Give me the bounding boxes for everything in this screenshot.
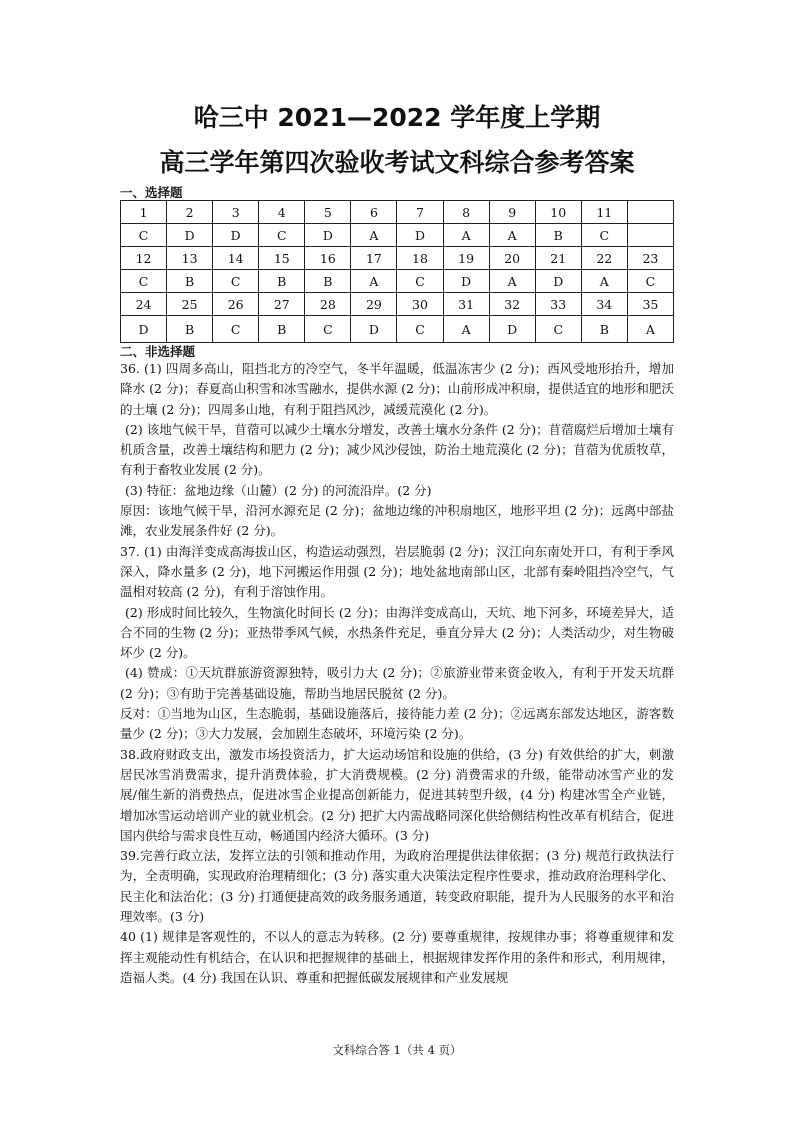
- question-number-cell: 7: [397, 201, 443, 224]
- answer-cell: C: [213, 316, 259, 343]
- document-title: 哈三中 2021—2022 学年度上学期: [193, 103, 601, 132]
- question-number-cell: 35: [627, 293, 673, 316]
- answer-table: [120, 200, 674, 343]
- question-number-cell: 28: [305, 293, 351, 316]
- answer-cell: B: [581, 316, 627, 343]
- question-number-cell: 25: [167, 293, 213, 316]
- question-number-cell: 21: [535, 247, 581, 270]
- answer-cell: C: [121, 270, 167, 293]
- answer-cell: D: [305, 224, 351, 247]
- document-subtitle: 高三学年第四次验收考试文科综合参考答案: [159, 148, 635, 177]
- answer-cell: A: [489, 224, 535, 247]
- question-number-cell: 20: [489, 247, 535, 270]
- answer-cell: A: [627, 316, 673, 343]
- answer-paragraph: (3) 特征：盆地边缘（山麓）(2 分) 的河流沿岸。(2 分): [125, 482, 432, 498]
- answer-table-row: [121, 201, 674, 224]
- question-number-cell: 27: [259, 293, 305, 316]
- answer-cell: D: [167, 224, 213, 247]
- answer-cell: [627, 224, 673, 247]
- question-number-cell: 14: [213, 247, 259, 270]
- answer-cell: A: [489, 270, 535, 293]
- answer-cell: A: [351, 270, 397, 293]
- section-heading-choice: 一、选择题: [120, 185, 183, 200]
- answer-cell: C: [627, 270, 673, 293]
- question-number-cell: 6: [351, 201, 397, 224]
- answer-cell: B: [259, 316, 305, 343]
- question-number-cell: 19: [443, 247, 489, 270]
- answer-table-row: [121, 293, 674, 316]
- question-number-cell: 34: [581, 293, 627, 316]
- question-number-cell: 29: [351, 293, 397, 316]
- question-number-cell: 23: [627, 247, 673, 270]
- question-number-cell: 22: [581, 247, 627, 270]
- question-number-cell: 12: [121, 247, 167, 270]
- question-number-cell: 26: [213, 293, 259, 316]
- question-number-cell: 9: [489, 201, 535, 224]
- answer-cell: C: [121, 224, 167, 247]
- question-number-cell: 31: [443, 293, 489, 316]
- question-number-cell: 15: [259, 247, 305, 270]
- question-number-cell: 30: [397, 293, 443, 316]
- answer-table-row: [121, 270, 674, 293]
- question-number-cell: 17: [351, 247, 397, 270]
- answer-cell: C: [397, 270, 443, 293]
- answer-cell: C: [397, 316, 443, 343]
- answer-paragraph: 原因：该地气候干旱，沿河水源充足 (2 分)；盆地边缘的冲积扇地区，地形平坦 (2 分)；远离中部盐滩，农业发展条件好 (2 分)。: [120, 503, 674, 539]
- answer-cell: C: [581, 224, 627, 247]
- answer-cell: A: [581, 270, 627, 293]
- answer-paragraph: 40 (1) 规律是客观性的，不以人的意志为转移。(2 分) 要尊重规律，按规律办事；将尊重规律和发挥主观能动性有机结合，在认识和把握规律的基础上，根据规律发挥作用的条件和形式，利用规律，造福人类。(4 分) 我国在认识、尊重和把握低碳发展规律和产业发展规: [120, 929, 674, 985]
- answer-cell: B: [305, 270, 351, 293]
- answer-table-row: [121, 316, 674, 343]
- answer-paragraph: (4) 赞成：①天坑群旅游资源独特，吸引力大 (2 分)；②旅游业带来资金收入，有利于开发天坑群 (2 分)；③有助于完善基础设施，帮助当地居民脱贫 (2 分)。: [120, 665, 674, 701]
- question-number-cell: 13: [167, 247, 213, 270]
- answer-paragraph: (2) 该地气候干旱，苜蓿可以减少土壤水分增发，改善土壤水分条件 (2 分)；苜蓿腐烂后增加土壤有机质含量，改善土壤结构和肥力 (2 分)；减少风沙侵蚀，防治土地荒漠化 (2 分)；苜蓿为优质牧草，有利于畜牧业发展 (2 分)。: [120, 421, 674, 478]
- question-number-cell: 18: [397, 247, 443, 270]
- answer-cell: A: [443, 224, 489, 247]
- answer-cell: D: [351, 316, 397, 343]
- answer-table-row: [121, 247, 674, 270]
- question-number-cell: 32: [489, 293, 535, 316]
- question-number-cell: [627, 201, 673, 224]
- answer-cell: B: [167, 316, 213, 343]
- answer-cell: C: [213, 270, 259, 293]
- answer-paragraph: (2) 形成时间比较久，生物演化时间长 (2 分)；由海洋变成高山，天坑、地下河多，环境差异大，适合不同的生物 (2 分)；亚热带季风气候，水热条件充足，垂直分异大 (2 分)；人类活动少，对生物破坏少 (2 分)。: [120, 604, 674, 661]
- question-number-cell: 24: [121, 293, 167, 316]
- answer-cell: B: [535, 224, 581, 247]
- answer-cell: B: [167, 270, 213, 293]
- answer-paragraph: 反对：①当地为山区，生态脆弱，基础设施落后，接待能力差 (2 分)；②远离东部发达地区，游客数量少 (2 分)；③大力发展，会加剧生态破坏，环境污染 (2 分)。: [120, 706, 674, 742]
- answer-paragraph: 37. (1) 由海洋变成高海拔山区，构造运动强烈，岩层脆弱 (2 分)；汉江向东南处开口，有利于季风深入，降水量多 (2 分)，地下河搬运作用强 (2 分)；地处盆地南部山区，北部有秦岭阻挡冷空气，气温相对较高 (2 分)，有利于溶蚀作用。: [120, 543, 674, 600]
- answer-paragraph: 38.政府财政支出，激发市场投资活力，扩大运动场馆和设施的供给，(3 分) 有效供给的扩大，刺激居民冰雪消费需求，提升消费体验，扩大消费规模。(2 分) 消费需求的升级，能带动冰雪产业的发展/催生新的消费热点，促进冰雪企业提高创新能力，促进其转型升级，(4 分) 构建冰雪全产业链，增加冰雪运动培训产业的就业机会。(2 分) 把扩大内需战略同深化供给侧结构性改革有机结合，促进国内供给与需求良性互动，畅通国内经济大循环。(3 分): [120, 746, 674, 843]
- answer-cell: C: [259, 224, 305, 247]
- answer-cell: D: [397, 224, 443, 247]
- answer-cell: B: [259, 270, 305, 293]
- question-number-cell: 3: [213, 201, 259, 224]
- question-number-cell: 10: [535, 201, 581, 224]
- question-number-cell: 2: [167, 201, 213, 224]
- answer-paragraph: 36. (1) 四周多高山，阻挡北方的冷空气，冬半年温暖，低温冻害少 (2 分)；西风受地形抬升，增加降水 (2 分)；春夏高山积雪和冰雪融水，提供水源 (2 分)；山前形成冲积扇，提供适宜的地形和肥沃的土壤 (2 分)；四周多山地，有利于阻挡风沙，减缓荒漠化 (2 分)。: [120, 361, 674, 417]
- answer-table-row: [121, 224, 674, 247]
- answer-cell: A: [443, 316, 489, 343]
- answer-text: [120, 359, 674, 988]
- question-number-cell: 16: [305, 247, 351, 270]
- answer-cell: D: [535, 270, 581, 293]
- answer-paragraph: 39.完善行政立法，发挥立法的引领和推动作用，为政府治理提供法律依据；(3 分) 规范行政执法行为，全责明确，实现政府治理精细化；(3 分) 落实重大决策法定程序性要求，推动政府治理科学化、民主化和法治化；(3 分) 打通便捷高效的政务服务通道，转变政府职能，提升为人民服务的水平和治理效率。(3 分): [120, 848, 674, 925]
- question-number-cell: 5: [305, 201, 351, 224]
- question-number-cell: 11: [581, 201, 627, 224]
- answer-cell: D: [489, 316, 535, 343]
- answer-cell: D: [443, 270, 489, 293]
- section-heading-nonchoice: 二、非选择题: [120, 344, 196, 359]
- question-number-cell: 1: [121, 201, 167, 224]
- question-number-cell: 4: [259, 201, 305, 224]
- answer-cell: C: [305, 316, 351, 343]
- question-number-cell: 8: [443, 201, 489, 224]
- answer-cell: A: [351, 224, 397, 247]
- page-footer: 文科综合答 1（共 4 页）: [332, 1043, 462, 1057]
- answer-cell: D: [213, 224, 259, 247]
- answer-cell: C: [535, 316, 581, 343]
- question-number-cell: 33: [535, 293, 581, 316]
- answer-cell: D: [121, 316, 167, 343]
